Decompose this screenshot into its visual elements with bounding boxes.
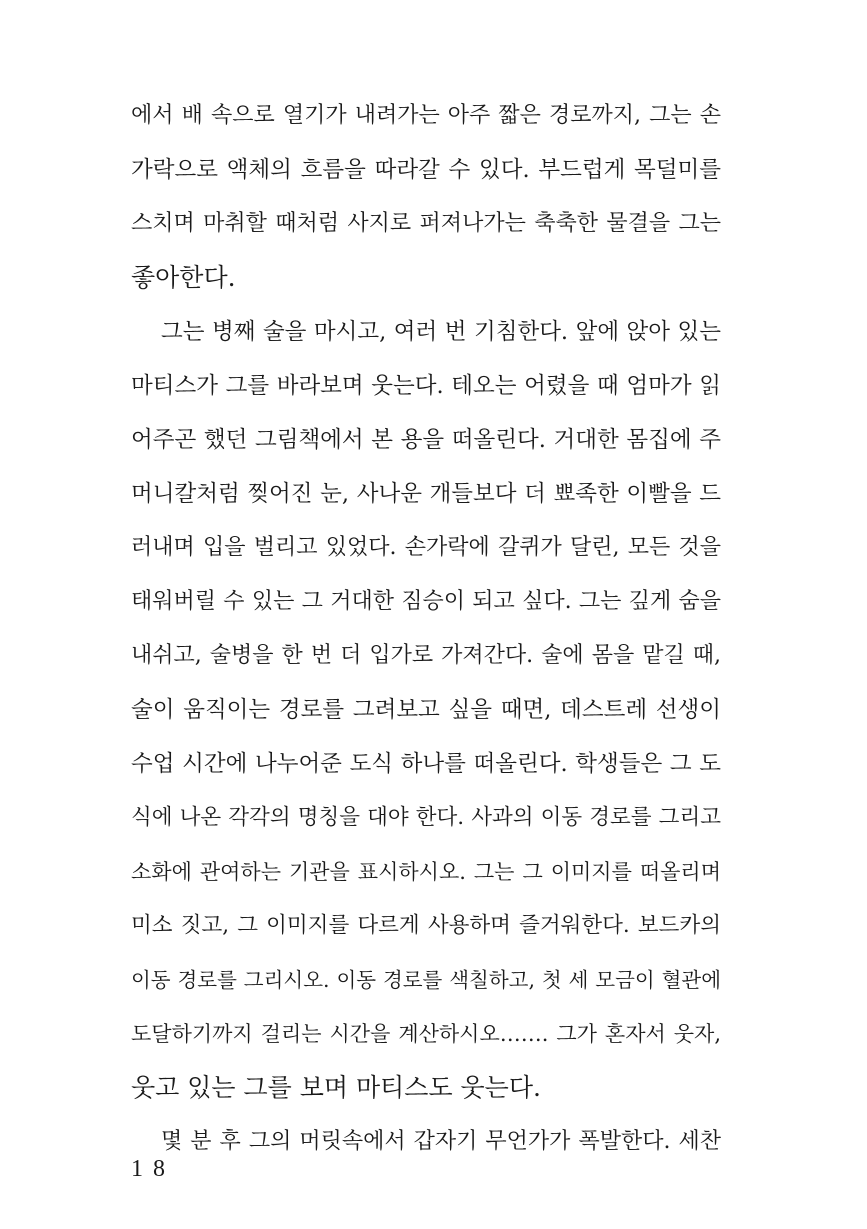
text-line: 마티스가 그를 바라보며 웃는다. 테오는 어렸을 때 엄마가 읽 [131,373,721,399]
text-line: 소화에 관여하는 기관을 표시하시오. 그는 그 이미지를 떠올리며 [131,860,721,884]
text-line: 태워버릴 수 있는 그 거대한 짐승이 되고 싶다. 그는 깊게 숨을 [131,589,721,614]
text-line: 스치며 마취할 때처럼 사지로 퍼져나가는 축축한 물결을 그는 [131,211,721,236]
text-line: 내쉬고, 술병을 한 번 더 입가로 가져간다. 술에 몸을 맡길 때, [131,643,721,668]
paragraph-first-line: 몇 분 후 그의 머릿속에서 갑자기 무언가가 폭발한다. 세찬 [161,1129,721,1154]
text-line: 술이 움직이는 경로를 그려보고 싶을 때면, 데스트레 선생이 [131,697,721,723]
text-line: 미소 짓고, 그 이미지를 다르게 사용하며 즐거워한다. 보드카의 [131,913,721,938]
paragraph-first-line: 그는 병째 술을 마시고, 여러 번 기침한다. 앞에 앉아 있는 [161,319,722,345]
text-line: 이동 경로를 그리시오. 이동 경로를 색칠하고, 첫 세 모금이 혈관에 [131,968,721,992]
text-line: 가락으로 액체의 흐름을 따라갈 수 있다. 부드럽게 목덜미를 [131,157,721,183]
page-number: 18 [131,1156,175,1182]
text-line: 좋아한다. [131,263,236,292]
text-line: 수업 시간에 나누어준 도식 하나를 떠올린다. 학생들은 그 도 [131,751,721,777]
text-line: 어주곤 했던 그림책에서 본 용을 떠올린다. 거대한 몸집에 주 [131,427,721,453]
text-line: 머니칼처럼 찢어진 눈, 사나운 개들보다 더 뾰족한 이빨을 드 [131,481,721,507]
text-line: 에서 배 속으로 열기가 내려가는 아주 짧은 경로까지, 그는 손 [131,103,721,128]
text-line: 도달하기까지 걸리는 시간을 계산하시오……. 그가 혼자서 웃자, [131,1022,721,1046]
text-line: 식에 나온 각각의 명칭을 대야 한다. 사과의 이동 경로를 그리고 [131,805,721,830]
body-text [131,94,721,1174]
text-line: 러내며 입을 벌리고 있었다. 손가락에 갈퀴가 달린, 모든 것을 [131,535,721,560]
text-line: 웃고 있는 그를 보며 마티스도 웃는다. [131,1073,541,1102]
